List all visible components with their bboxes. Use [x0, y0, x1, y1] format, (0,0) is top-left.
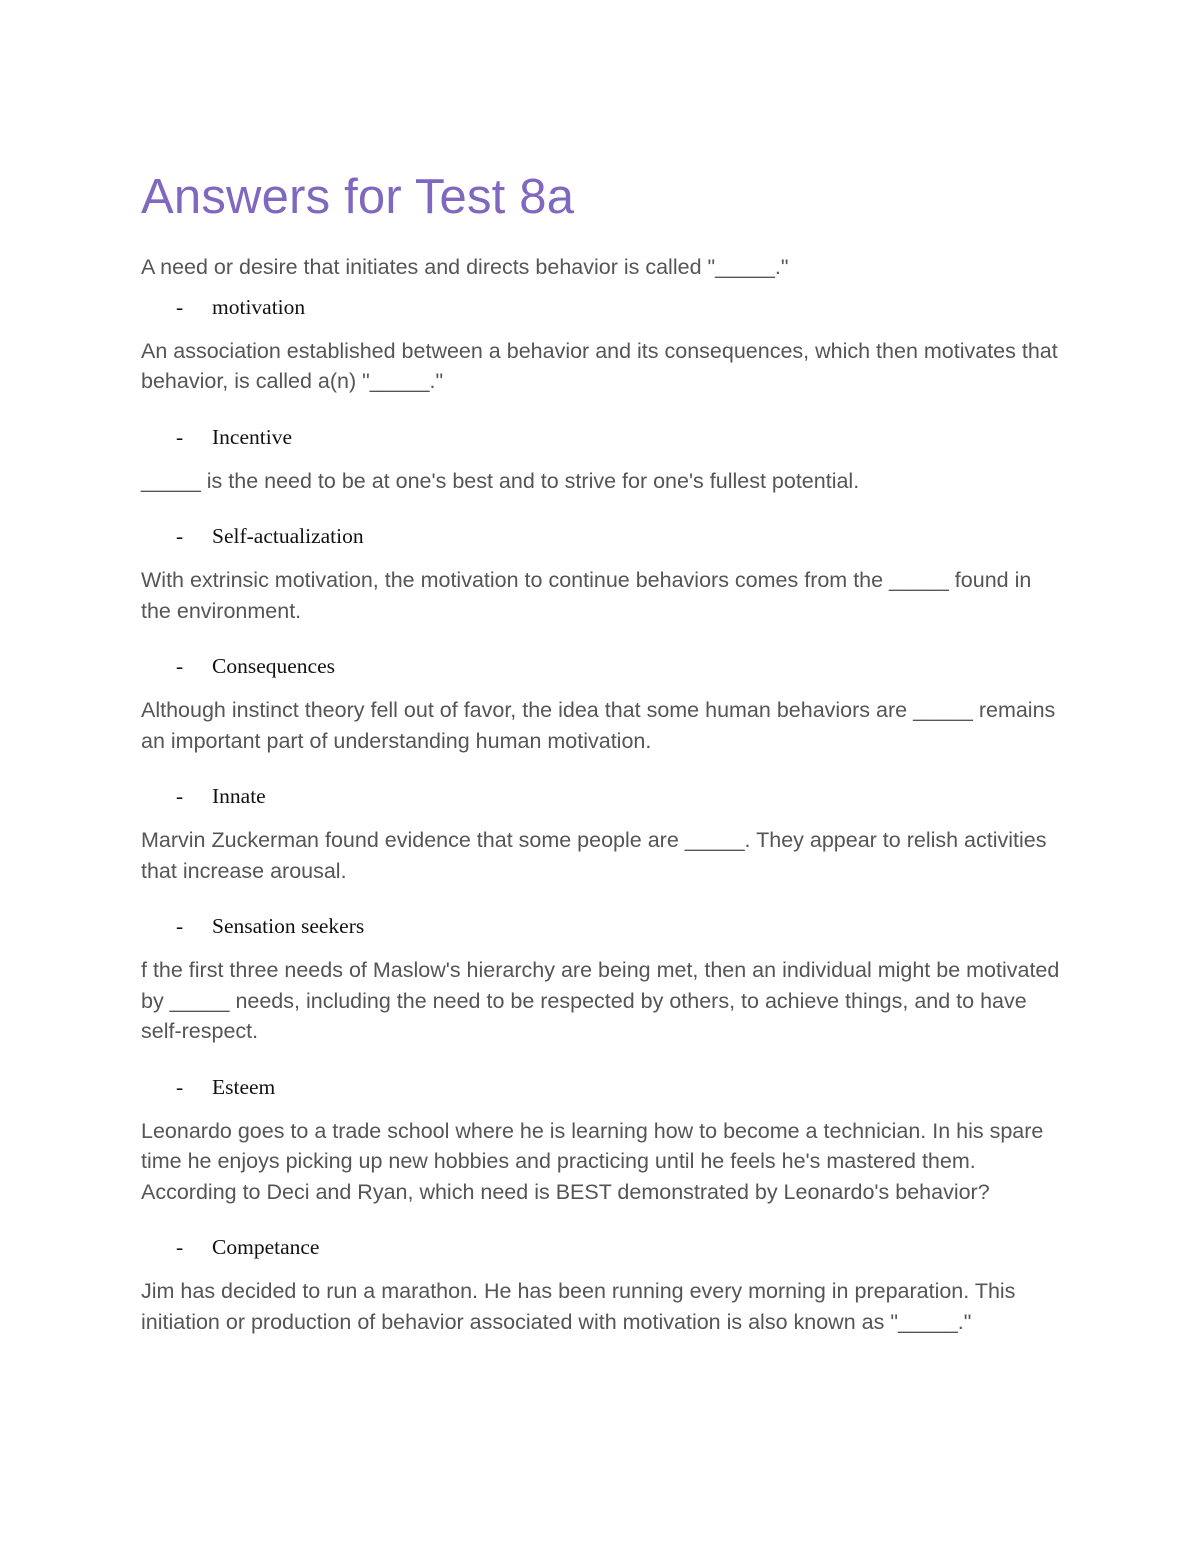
qa-item-3 — [141, 466, 1061, 566]
dash-bullet: - — [176, 914, 184, 938]
qa-item-2 — [141, 336, 1061, 466]
question-text: Jim has decided to run a marathon. He has been running every morning in preparation. This initiation or production of behavior associated with motivation is also known as "_____." — [141, 1279, 1016, 1334]
document-page — [141, 168, 1061, 1337]
qa-item-1 — [141, 252, 1061, 336]
page-title: Answers for Test 8a — [141, 170, 575, 224]
dash-bullet: - — [176, 784, 184, 808]
question-text: Leonardo goes to a trade school where he is learning how to become a technician. In his spare time he enjoys picking up new hobbies and practicing until he feels he's mastered them. According to Deci and Ryan, which need is BEST demonstrated by Leonardo's behavior? — [141, 1118, 1044, 1204]
qa-item-6 — [141, 825, 1061, 955]
answer-line — [141, 1232, 1061, 1262]
answer-text: Sensation seekers — [212, 914, 365, 938]
answer-line — [141, 422, 1061, 452]
answer-line — [141, 292, 1061, 322]
question-text: Although instinct theory fell out of favor, the idea that some human behaviors are _____ remains an important part of understanding human motivation. — [141, 698, 1056, 753]
dash-bullet: - — [176, 524, 184, 548]
question-text: A need or desire that initiates and directs behavior is called "_____." — [141, 255, 789, 279]
question-text: _____ is the need to be at one's best and to strive for one's fullest potential. — [141, 468, 860, 493]
dash-bullet: - — [176, 1235, 184, 1259]
answer-line — [141, 911, 1061, 941]
answer-line — [141, 781, 1061, 811]
question-text: f the first three needs of Maslow's hierarchy are being met, then an individual might be motivated by _____ needs, including the need to be respected by others, to achieve things, and to have self-respect. — [141, 958, 1060, 1043]
answer-line — [141, 521, 1061, 551]
answer-text: Competance — [212, 1235, 320, 1259]
qa-item-5 — [141, 695, 1061, 825]
answer-text: Esteem — [212, 1074, 276, 1099]
dash-bullet: - — [176, 424, 184, 449]
dash-bullet: - — [176, 294, 184, 319]
qa-item-9 — [141, 1276, 1061, 1337]
answer-text: Self-actualization — [212, 524, 364, 548]
answer-text: Consequences — [212, 654, 335, 678]
qa-item-7 — [141, 955, 1061, 1116]
dash-bullet: - — [176, 1074, 184, 1099]
answer-text: Innate — [212, 784, 266, 808]
answer-text: Incentive — [212, 424, 292, 449]
question-text: Marvin Zuckerman found evidence that some people are _____. They appear to relish activities that increase arousal. — [141, 828, 1047, 883]
answer-line — [141, 651, 1061, 681]
answer-text: motivation — [212, 294, 306, 319]
question-text: An association established between a behavior and its consequences, which then motivates that behavior, is called a(n) "_____." — [141, 338, 1058, 393]
answer-line — [141, 1072, 1061, 1102]
qa-item-4 — [141, 565, 1061, 695]
question-text: With extrinsic motivation, the motivation to continue behaviors comes from the _____ found in the environment. — [141, 568, 1032, 623]
qa-item-8 — [141, 1116, 1061, 1277]
dash-bullet: - — [176, 654, 184, 678]
